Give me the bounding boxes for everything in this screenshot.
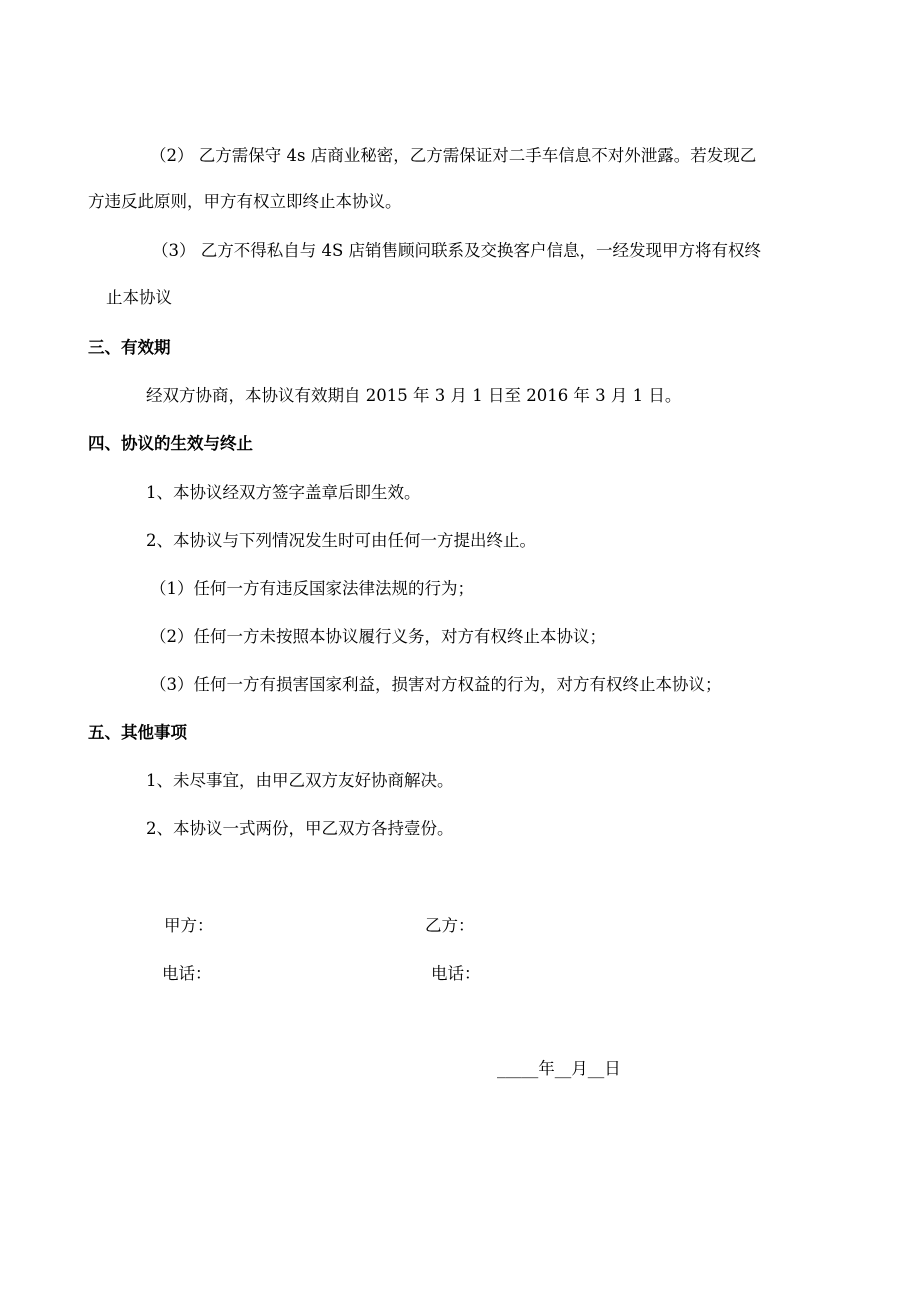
section-4-sub-item-1: （1）任何一方有违反国家法律法规的行为； [150, 579, 474, 598]
clause-2-item-3-line-2: 止本协议 [106, 288, 172, 307]
clause-2-item-3-line-1: （3） 乙方不得私自与 4S 店销售顾问联系及交换客户信息，一经发现甲方将有权终 [152, 241, 762, 260]
section-4-item-2: 2、本协议与下列情况发生时可由任何一方提出终止。 [146, 531, 536, 550]
section-5-heading: 五、其他事项 [88, 723, 187, 742]
section-4-heading: 四、协议的生效与终止 [88, 434, 253, 453]
party-a-phone-label: 电话： [162, 964, 212, 983]
party-b-phone-label: 电话： [431, 964, 481, 983]
section-5-item-2: 2、本协议一式两份，甲乙双方各持壹份。 [146, 819, 454, 838]
section-3-heading: 三、有效期 [88, 338, 171, 357]
party-b-label: 乙方： [425, 916, 475, 935]
party-a-label: 甲方： [164, 916, 214, 935]
section-3-validity-text: 经双方协商，本协议有效期自 2015 年 3 月 1 日至 2016 年 3 月 1 日。 [146, 386, 682, 405]
clause-2-item-2-line-2: 方违反此原则，甲方有权立即终止本协议。 [88, 192, 402, 211]
clause-2-item-2-line-1: （2） 乙方需保守 4s 店商业秘密，乙方需保证对二手车信息不对外泄露。若发现乙 [150, 146, 757, 165]
section-4-sub-item-3: （3）任何一方有损害国家利益，损害对方权益的行为，对方有权终止本协议； [150, 675, 722, 694]
section-5-item-1: 1、未尽事宜，由甲乙双方友好协商解决。 [146, 771, 454, 790]
section-4-sub-item-2: （2）任何一方未按照本协议履行义务，对方有权终止本协议； [150, 627, 606, 646]
section-4-item-1: 1、本协议经双方签字盖章后即生效。 [146, 483, 421, 502]
date-line: _____年__月__日 [497, 1059, 621, 1078]
